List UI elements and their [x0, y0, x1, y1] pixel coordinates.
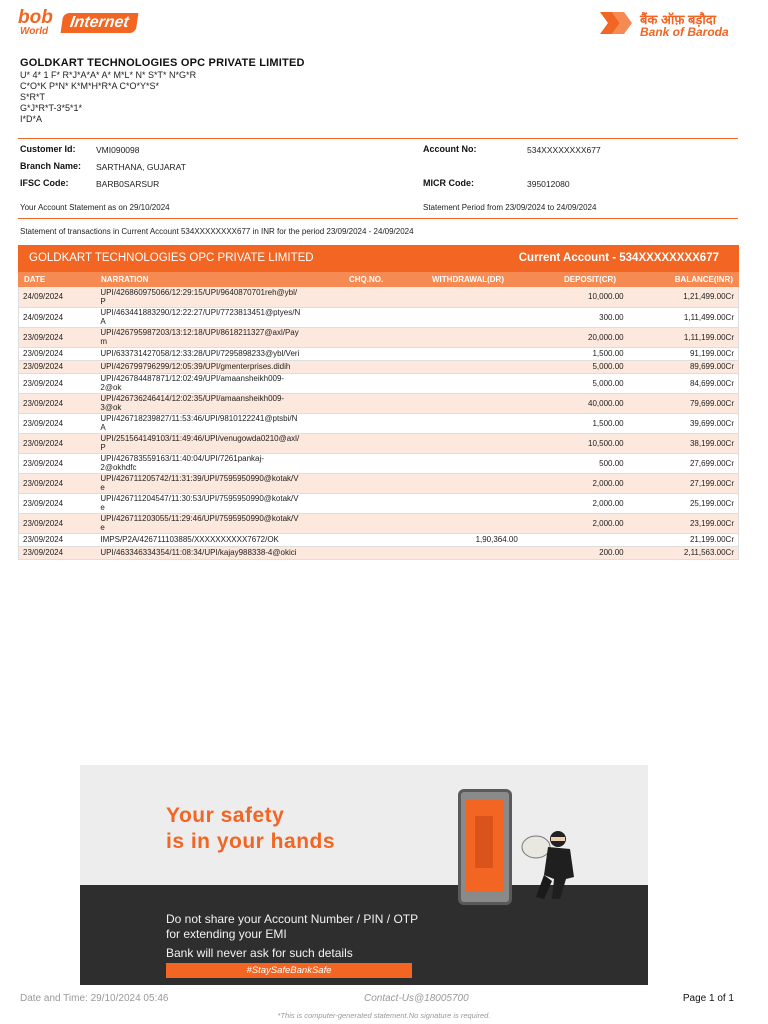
address-line: U* 4* 1 F* R*J*A*A* A* M*L* N* S*T* N*G*R — [20, 70, 197, 80]
cell-date: 23/09/2024 — [19, 433, 97, 453]
column-header-deposit: DEPOSIT(CR) — [564, 275, 616, 284]
cell-narration — [96, 287, 354, 307]
footer-note: *This is computer-generated statement.No signature is required. — [277, 1011, 491, 1020]
table-row — [19, 513, 739, 533]
footer-datetime: Date and Time: 29/10/2024 05:46 — [20, 993, 169, 1004]
cell-deposit: 40,000.00 — [522, 393, 628, 413]
narration-line: UPI/426784487871/12:02:49/UPI/amaansheikh009- — [100, 374, 285, 383]
address-line: I*D*A — [20, 114, 43, 124]
narration-line: P — [100, 443, 106, 452]
footer-page-number: Page 1 of 1 — [682, 993, 734, 1004]
cell-narration — [96, 546, 354, 559]
safety-banner — [80, 765, 648, 985]
cell-chq-no — [354, 513, 400, 533]
branch-name-value: SARTHANA, GUJARAT — [96, 162, 186, 172]
ifsc-code-value: BARB0SARSUR — [96, 179, 160, 189]
banner-headline-line-1: Your safety — [166, 804, 285, 827]
cell-chq-no — [354, 413, 400, 433]
narration-line: 3@ok — [100, 403, 122, 412]
table-row — [19, 360, 739, 373]
narration-line: UPI/426718239827/11:53:46/UPI/9810122241@ptsbi/N — [100, 414, 298, 423]
narration-line: e — [100, 503, 105, 512]
cell-balance: 2,11,563.00Cr — [628, 546, 739, 559]
cell-deposit: 2,000.00 — [522, 513, 628, 533]
cell-date: 23/09/2024 — [19, 493, 97, 513]
cell-withdrawal — [400, 393, 522, 413]
table-row — [19, 327, 739, 347]
cell-chq-no — [354, 347, 400, 360]
narration-line: UPI/251564149103/11:49:46/UPI/venugowda0210@axl/ — [100, 434, 300, 443]
statement-period: Statement Period from 23/09/2024 to 24/09/2024 — [423, 203, 597, 212]
phone-door — [475, 816, 493, 868]
ifsc-code-label: IFSC Code: — [20, 178, 69, 188]
cell-date: 23/09/2024 — [19, 373, 97, 393]
cell-balance: 1,11,499.00Cr — [628, 307, 739, 327]
cell-balance: 1,21,499.00Cr — [628, 287, 739, 307]
table-row — [19, 373, 739, 393]
address-line: C*O*K P*N* K*M*H*R*A C*O*Y*S* — [20, 81, 160, 91]
bank-of-baroda-mark-icon — [598, 8, 636, 38]
bob-word: bob — [18, 7, 53, 28]
cell-deposit: 200.00 — [522, 546, 628, 559]
cell-balance: 91,199.00Cr — [628, 347, 739, 360]
cell-date: 23/09/2024 — [19, 393, 97, 413]
table-row — [19, 453, 739, 473]
cell-narration — [96, 393, 354, 413]
table-row — [19, 533, 739, 546]
cell-deposit: 10,000.00 — [522, 287, 628, 307]
cell-date: 23/09/2024 — [19, 473, 97, 493]
account-no-value: 534XXXXXXXX677 — [527, 145, 601, 155]
cell-deposit: 500.00 — [522, 453, 628, 473]
statement-as-on: Your Account Statement as on 29/10/2024 — [20, 203, 170, 212]
cell-chq-no — [354, 327, 400, 347]
narration-line: UPI/426736246414/12:02:35/UPI/amaansheikh009- — [100, 394, 285, 403]
banner-warning-line-3: Bank will never ask for such details — [166, 946, 353, 960]
column-header-narration: NARRATION — [101, 275, 149, 284]
cell-balance: 25,199.00Cr — [628, 493, 739, 513]
address-line: S*R*T — [20, 92, 46, 102]
cell-chq-no — [354, 473, 400, 493]
cell-withdrawal — [400, 360, 522, 373]
narration-line: UPI/463346334354/11:08:34/UPI/kajay988338-4@okici — [100, 548, 297, 557]
narration-line: UPI/426799796299/12:05:39/UPI/gmenterprises.didih — [100, 362, 291, 371]
divider — [18, 138, 738, 139]
cell-deposit: 10,500.00 — [522, 433, 628, 453]
cell-balance: 89,699.00Cr — [628, 360, 739, 373]
cell-balance: 38,199.00Cr — [628, 433, 739, 453]
address-line: G*J*R*T-3*5*1* — [20, 103, 83, 113]
cell-chq-no — [354, 493, 400, 513]
table-row — [19, 546, 739, 559]
narration-line: IMPS/P2A/426711103885/XXXXXXXXXX7672/OK — [100, 535, 279, 544]
cell-narration — [96, 307, 354, 327]
cell-date: 23/09/2024 — [19, 546, 97, 559]
table-row — [19, 287, 739, 307]
column-header-chq-no: CHQ.NO. — [349, 275, 384, 284]
cell-narration — [96, 360, 354, 373]
banner-headline — [166, 803, 335, 855]
banner-warning-line-2: for extending your EMI — [166, 927, 287, 941]
banner-warning-line-1: Do not share your Account Number / PIN / OTP — [166, 912, 419, 926]
cell-balance: 39,699.00Cr — [628, 413, 739, 433]
cell-withdrawal — [400, 287, 522, 307]
cell-deposit: 2,000.00 — [522, 473, 628, 493]
cell-narration — [96, 493, 354, 513]
cell-withdrawal — [400, 327, 522, 347]
cell-date: 23/09/2024 — [19, 327, 97, 347]
table-header — [18, 272, 739, 287]
narration-line: UPI/426711205742/11:31:39/UPI/7595950990@kotak/V — [100, 474, 299, 483]
phone-illustration-icon — [458, 789, 512, 905]
divider — [18, 218, 738, 219]
cell-date: 23/09/2024 — [19, 347, 97, 360]
narration-line: A — [100, 423, 106, 432]
table-row — [19, 413, 739, 433]
customer-id-label: Customer Id: — [20, 144, 76, 154]
narration-line: UPI/426711204547/11:30:53/UPI/7595950990@kotak/V — [100, 494, 299, 503]
cell-deposit: 1,500.00 — [522, 413, 628, 433]
narration-line: UPI/426783559163/11:40:04/UPI/7261pankaj- — [100, 454, 264, 463]
narration-line: 2@okhdfc — [100, 463, 137, 472]
cell-balance: 27,199.00Cr — [628, 473, 739, 493]
narration-line: UPI/426795987203/13:12:18/UPI/8618211327@axl/Pay — [100, 328, 299, 337]
narration-line: 2@ok — [100, 383, 122, 392]
table-row — [19, 433, 739, 453]
cell-chq-no — [354, 307, 400, 327]
cell-balance: 84,699.00Cr — [628, 373, 739, 393]
cell-withdrawal — [400, 453, 522, 473]
table-row — [19, 393, 739, 413]
cell-narration — [96, 453, 354, 473]
narration-line: P — [100, 296, 106, 306]
table-title-company: GOLDKART TECHNOLOGIES OPC PRIVATE LIMITED — [29, 252, 314, 264]
customer-id-value: VMI090098 — [96, 145, 140, 155]
cell-chq-no — [354, 393, 400, 413]
cell-deposit: 2,000.00 — [522, 493, 628, 513]
column-header-withdrawal: WITHDRAWAL(DR) — [432, 275, 504, 284]
cell-narration — [96, 433, 354, 453]
cell-date: 23/09/2024 — [19, 513, 97, 533]
cell-balance: 21,199.00Cr — [628, 533, 739, 546]
cell-withdrawal — [400, 307, 522, 327]
cell-chq-no — [354, 287, 400, 307]
cell-withdrawal — [400, 433, 522, 453]
cell-deposit: 20,000.00 — [522, 327, 628, 347]
cell-chq-no — [354, 546, 400, 559]
cell-deposit: 5,000.00 — [522, 373, 628, 393]
cell-deposit: 1,500.00 — [522, 347, 628, 360]
cell-chq-no — [354, 360, 400, 373]
table-row — [19, 493, 739, 513]
cell-withdrawal — [400, 413, 522, 433]
cell-date: 23/09/2024 — [19, 453, 97, 473]
cell-balance: 23,199.00Cr — [628, 513, 739, 533]
narration-line: UPI/426711203055/11:29:46/UPI/7595950990@kotak/V — [100, 514, 299, 523]
cell-deposit — [522, 533, 628, 546]
transactions-table — [18, 287, 739, 560]
narration-line: e — [100, 523, 105, 532]
cell-withdrawal — [400, 473, 522, 493]
cell-chq-no — [354, 533, 400, 546]
narration-line: UPI/463441883290/12:22:27/UPI/7723813451@ptyes/N — [100, 308, 301, 317]
cell-narration — [96, 373, 354, 393]
cell-deposit: 5,000.00 — [522, 360, 628, 373]
narration-line: e — [100, 483, 105, 492]
cell-date: 23/09/2024 — [19, 360, 97, 373]
cell-narration — [96, 327, 354, 347]
cell-chq-no — [354, 453, 400, 473]
cell-date: 23/09/2024 — [19, 533, 97, 546]
cell-chq-no — [354, 433, 400, 453]
table-row — [19, 473, 739, 493]
cell-narration — [96, 347, 354, 360]
cell-deposit: 300.00 — [522, 307, 628, 327]
cell-withdrawal — [400, 493, 522, 513]
cell-narration — [96, 513, 354, 533]
statement-title-bar — [18, 245, 739, 272]
cell-withdrawal: 1,90,364.00 — [400, 533, 522, 546]
cell-date: 24/09/2024 — [19, 307, 97, 327]
bank-of-baroda-logo — [598, 8, 748, 42]
bob-world-internet-logo — [18, 8, 158, 38]
cell-balance: 1,11,199.00Cr — [628, 327, 739, 347]
column-header-date: DATE — [24, 275, 46, 284]
internet-badge: Internet — [61, 13, 138, 33]
branch-name-label: Branch Name: — [20, 161, 82, 171]
statement-description: Statement of transactions in Current Account 534XXXXXXXX677 in INR for the period 23/09/2024 - 24/09/2024 — [20, 227, 414, 236]
bob-world-label: World — [20, 26, 49, 37]
narration-line: UPI/633731427058/12:33:28/UPI/7295898233@ybl/Veri — [100, 349, 300, 358]
table-title-account: Current Account - 534XXXXXXXX677 — [518, 252, 719, 264]
cell-withdrawal — [400, 513, 522, 533]
transactions-body — [19, 287, 739, 559]
cell-narration — [96, 413, 354, 433]
cell-balance: 27,699.00Cr — [628, 453, 739, 473]
cell-withdrawal — [400, 347, 522, 360]
table-row — [19, 347, 739, 360]
cell-balance: 79,699.00Cr — [628, 393, 739, 413]
footer-contact: Contact-Us@18005700 — [364, 993, 469, 1004]
micr-code-value: 395012080 — [527, 179, 570, 189]
bank-name-hindi: बैंक ऑफ़ बड़ौदा — [640, 12, 716, 27]
thief-illustration-icon — [514, 817, 584, 913]
cell-chq-no — [354, 373, 400, 393]
cell-withdrawal — [400, 546, 522, 559]
micr-code-label: MICR Code: — [423, 178, 474, 188]
narration-line: m — [100, 337, 108, 346]
narration-line: UPI/426860975066/12:29:15/UPI/9640870701reh@ybl/ — [100, 287, 298, 297]
narration-line: A — [100, 317, 106, 326]
cell-date: 23/09/2024 — [19, 413, 97, 433]
cell-narration — [96, 533, 354, 546]
table-row — [19, 307, 739, 327]
banner-hashtag: #StaySafeBankSafe — [166, 963, 412, 978]
account-no-label: Account No: — [423, 144, 477, 154]
banner-headline-line-2: is in your hands — [166, 830, 336, 853]
cell-narration — [96, 473, 354, 493]
customer-company-name: GOLDKART TECHNOLOGIES OPC PRIVATE LIMITED — [20, 57, 305, 69]
bank-name-english: Bank of Baroda — [640, 25, 729, 39]
column-header-balance: BALANCE(INR) — [674, 275, 733, 284]
cell-date: 24/09/2024 — [19, 287, 97, 307]
cell-withdrawal — [400, 373, 522, 393]
